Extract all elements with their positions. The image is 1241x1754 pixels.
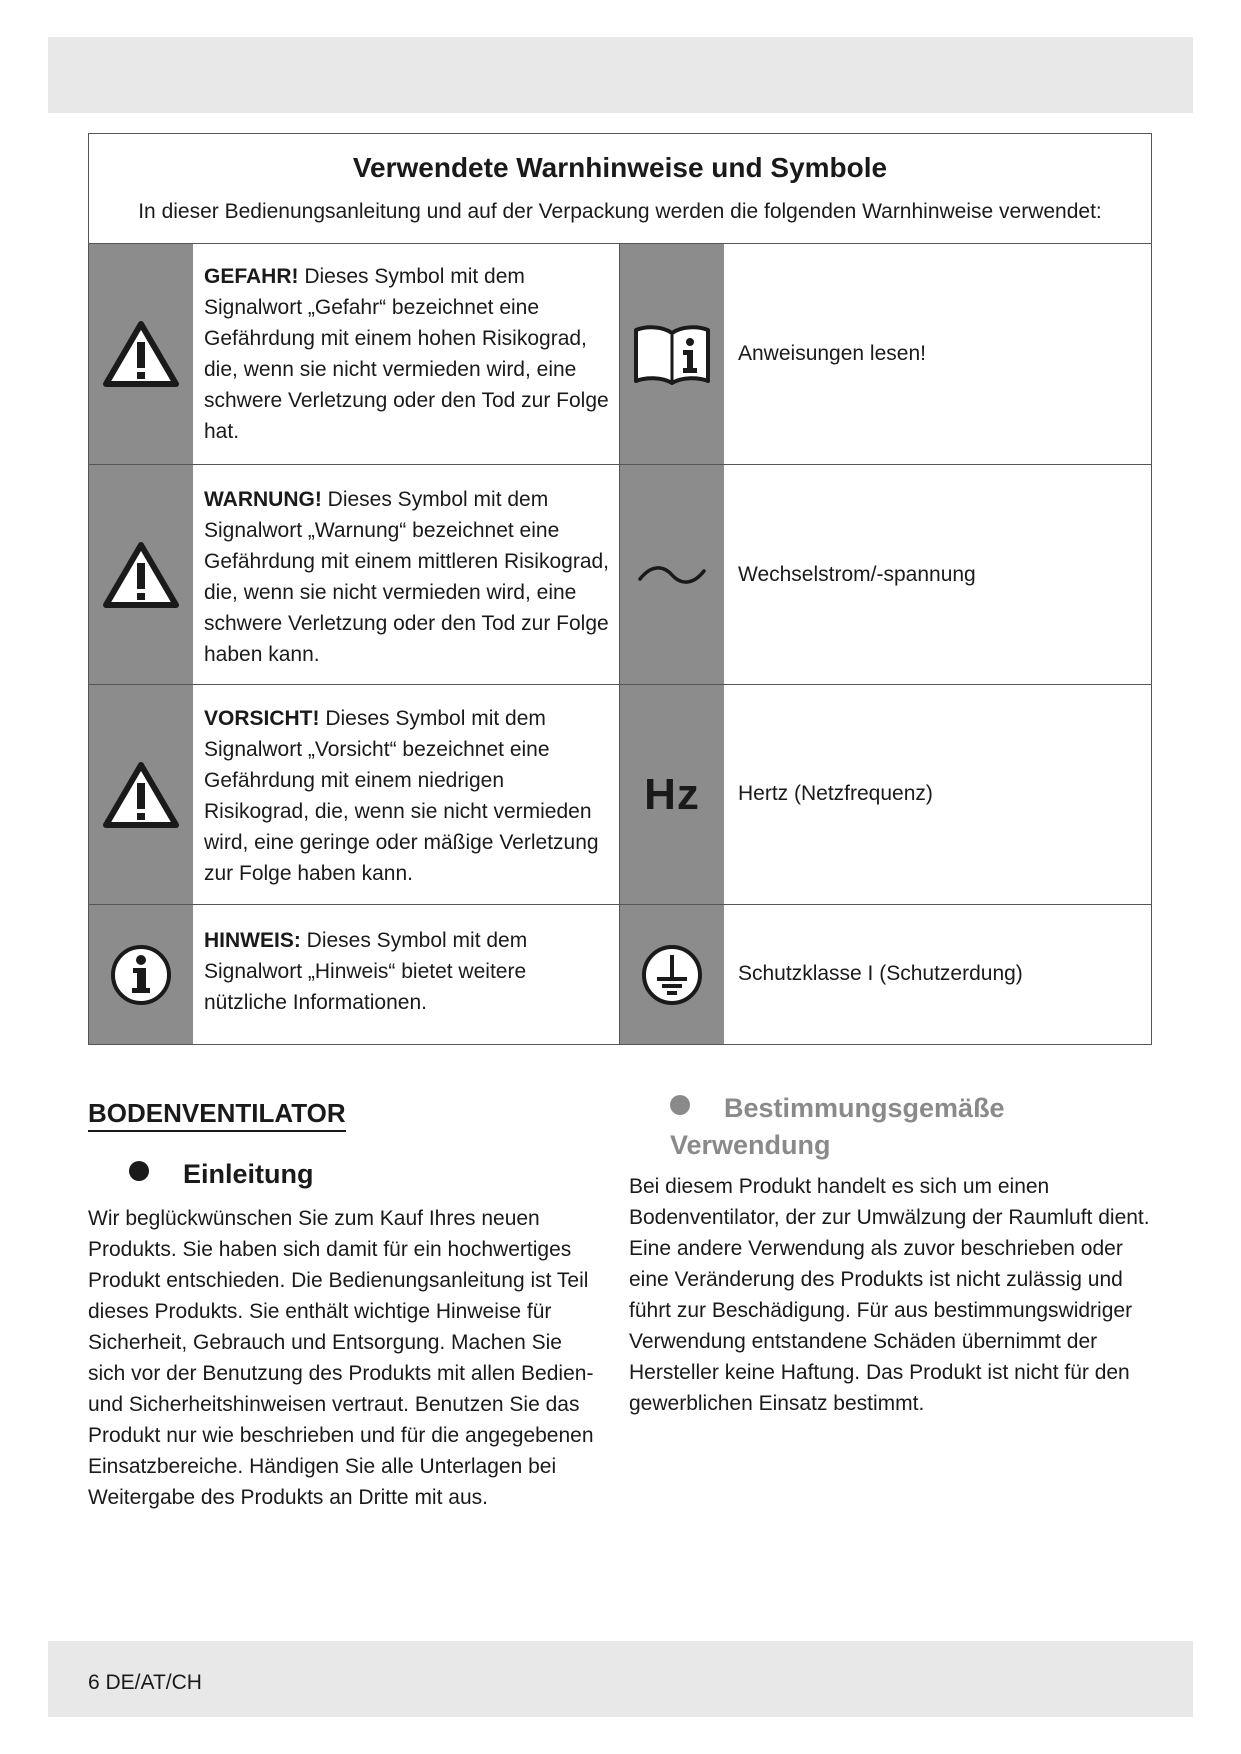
read-instructions-icon xyxy=(632,323,712,385)
table-row xyxy=(89,465,1151,685)
footer-band xyxy=(48,1641,1193,1717)
hertz-label: Hertz (Netzfrequenz) xyxy=(738,782,933,805)
warning-triangle-icon xyxy=(103,320,179,388)
warnung-keyword: WARNUNG! xyxy=(204,488,322,511)
protective-earth-label: Schutzklasse I (Schutzerdung) xyxy=(738,962,1023,985)
warning-triangle-icon xyxy=(103,761,179,829)
hinweis-keyword: HINWEIS: xyxy=(204,929,301,952)
section-title: BODENVENTILATOR xyxy=(88,1098,346,1132)
header-band xyxy=(48,37,1193,113)
subheading-text: Bestimmungsgemäße xyxy=(724,1093,1005,1123)
read-instructions-label: Anweisungen lesen! xyxy=(738,342,926,365)
table-header xyxy=(89,134,1151,244)
icon-cell xyxy=(620,465,724,684)
subheading-einleitung xyxy=(129,1159,314,1190)
table-title: Verwendete Warnhinweise und Symbole xyxy=(352,152,888,183)
table-subtitle: In dieser Bedienungsanleitung und auf der Verpackung werden die folgenden Warnhinweise verwendet: xyxy=(138,200,1102,223)
icon-cell xyxy=(620,685,724,904)
hinweis-description xyxy=(204,925,609,1018)
icon-cell xyxy=(89,244,193,464)
bullet-icon xyxy=(670,1095,690,1115)
info-icon xyxy=(109,943,173,1007)
icon-cell xyxy=(89,685,193,904)
gefahr-description xyxy=(204,261,609,447)
gefahr-text: Dieses Symbol mit dem Signalwort „Gefahr“ bezeichnet eine Gefährdung mit einem hohen Risikograd, die, wenn sie nicht vermieden wird, eine schwere Verletzung oder den Tod zur Folge hat. xyxy=(204,265,609,443)
subheading-line-2: Verwendung xyxy=(670,1130,831,1160)
bullet-icon xyxy=(129,1161,149,1181)
hinweis-text: Dieses Symbol mit dem Signalwort „Hinweis“ bietet weitere nützliche Informationen. xyxy=(204,929,528,1014)
icon-cell xyxy=(89,465,193,684)
table-row xyxy=(89,905,1151,1044)
vorsicht-description xyxy=(204,703,609,889)
table-row xyxy=(89,685,1151,905)
table-row xyxy=(89,244,1151,465)
icon-cell xyxy=(620,905,724,1044)
protective-earth-icon xyxy=(640,943,704,1007)
vorsicht-text: Dieses Symbol mit dem Signalwort „Vorsicht“ bezeichnet eine Gefährdung mit einem niedrigen Risikograd, die, wenn sie nicht vermieden wird, eine geringe oder mäßige Verletzung zur Folge haben kann. xyxy=(204,707,599,885)
page-number: 6 DE/AT/CH xyxy=(88,1671,202,1694)
subheading-line-1 xyxy=(670,1090,1005,1127)
vorsicht-keyword: VORSICHT! xyxy=(204,707,320,730)
warning-triangle-icon xyxy=(103,541,179,609)
subheading-text: Einleitung xyxy=(183,1159,314,1189)
hertz-icon: Hz xyxy=(644,769,700,819)
warnung-description xyxy=(204,484,609,670)
alternating-current-label: Wechselstrom/-spannung xyxy=(738,563,976,586)
gefahr-keyword: GEFAHR! xyxy=(204,265,299,288)
intended-use-paragraph: Bei diesem Produkt handelt es sich um einen Bodenventilator, der zur Umwälzung der Raumluft dient. Eine andere Verwendung als zuvor beschrieben oder eine Veränderung des Produkts ist nicht zulässig und führt zur Beschädigung. Für aus bestimmungswidriger Verwendung entstandene Schäden übernimmt der Hersteller keine Haftung. Das Produkt ist nicht für den gewerblichen Einsatz bestimmt. xyxy=(629,1175,1150,1415)
alternating-current-icon xyxy=(637,563,707,587)
subheading-bestimmungsgemaesse-verwendung xyxy=(670,1090,1005,1164)
warning-symbols-table xyxy=(88,133,1152,1045)
intro-paragraph: Wir beglückwünschen Sie zum Kauf Ihres neuen Produkts. Sie haben sich damit für ein hochwertiges Produkt entschieden. Die Bedienungsanleitung ist Teil dieses Produkts. Sie enthält wichtige Hinweise für Sicherheit, Gebrauch und Entsorgung. Machen Sie sich vor der Benutzung des Produkts mit allen Bedien- und Sicherheitshinweisen vertraut. Benutzen Sie das Produkt nur wie beschrieben und für die angegebenen Einsatzbereiche. Händigen Sie alle Unterlagen bei Weitergabe des Produkts an Dritte mit aus. xyxy=(88,1207,594,1509)
warnung-text: Dieses Symbol mit dem Signalwort „Warnung“ bezeichnet eine Gefährdung mit einem mittleren Risikograd, die, wenn sie nicht vermieden wird, eine schwere Verletzung oder den Tod zur Folge haben kann. xyxy=(204,488,610,666)
icon-cell xyxy=(89,905,193,1044)
icon-cell xyxy=(620,244,724,464)
